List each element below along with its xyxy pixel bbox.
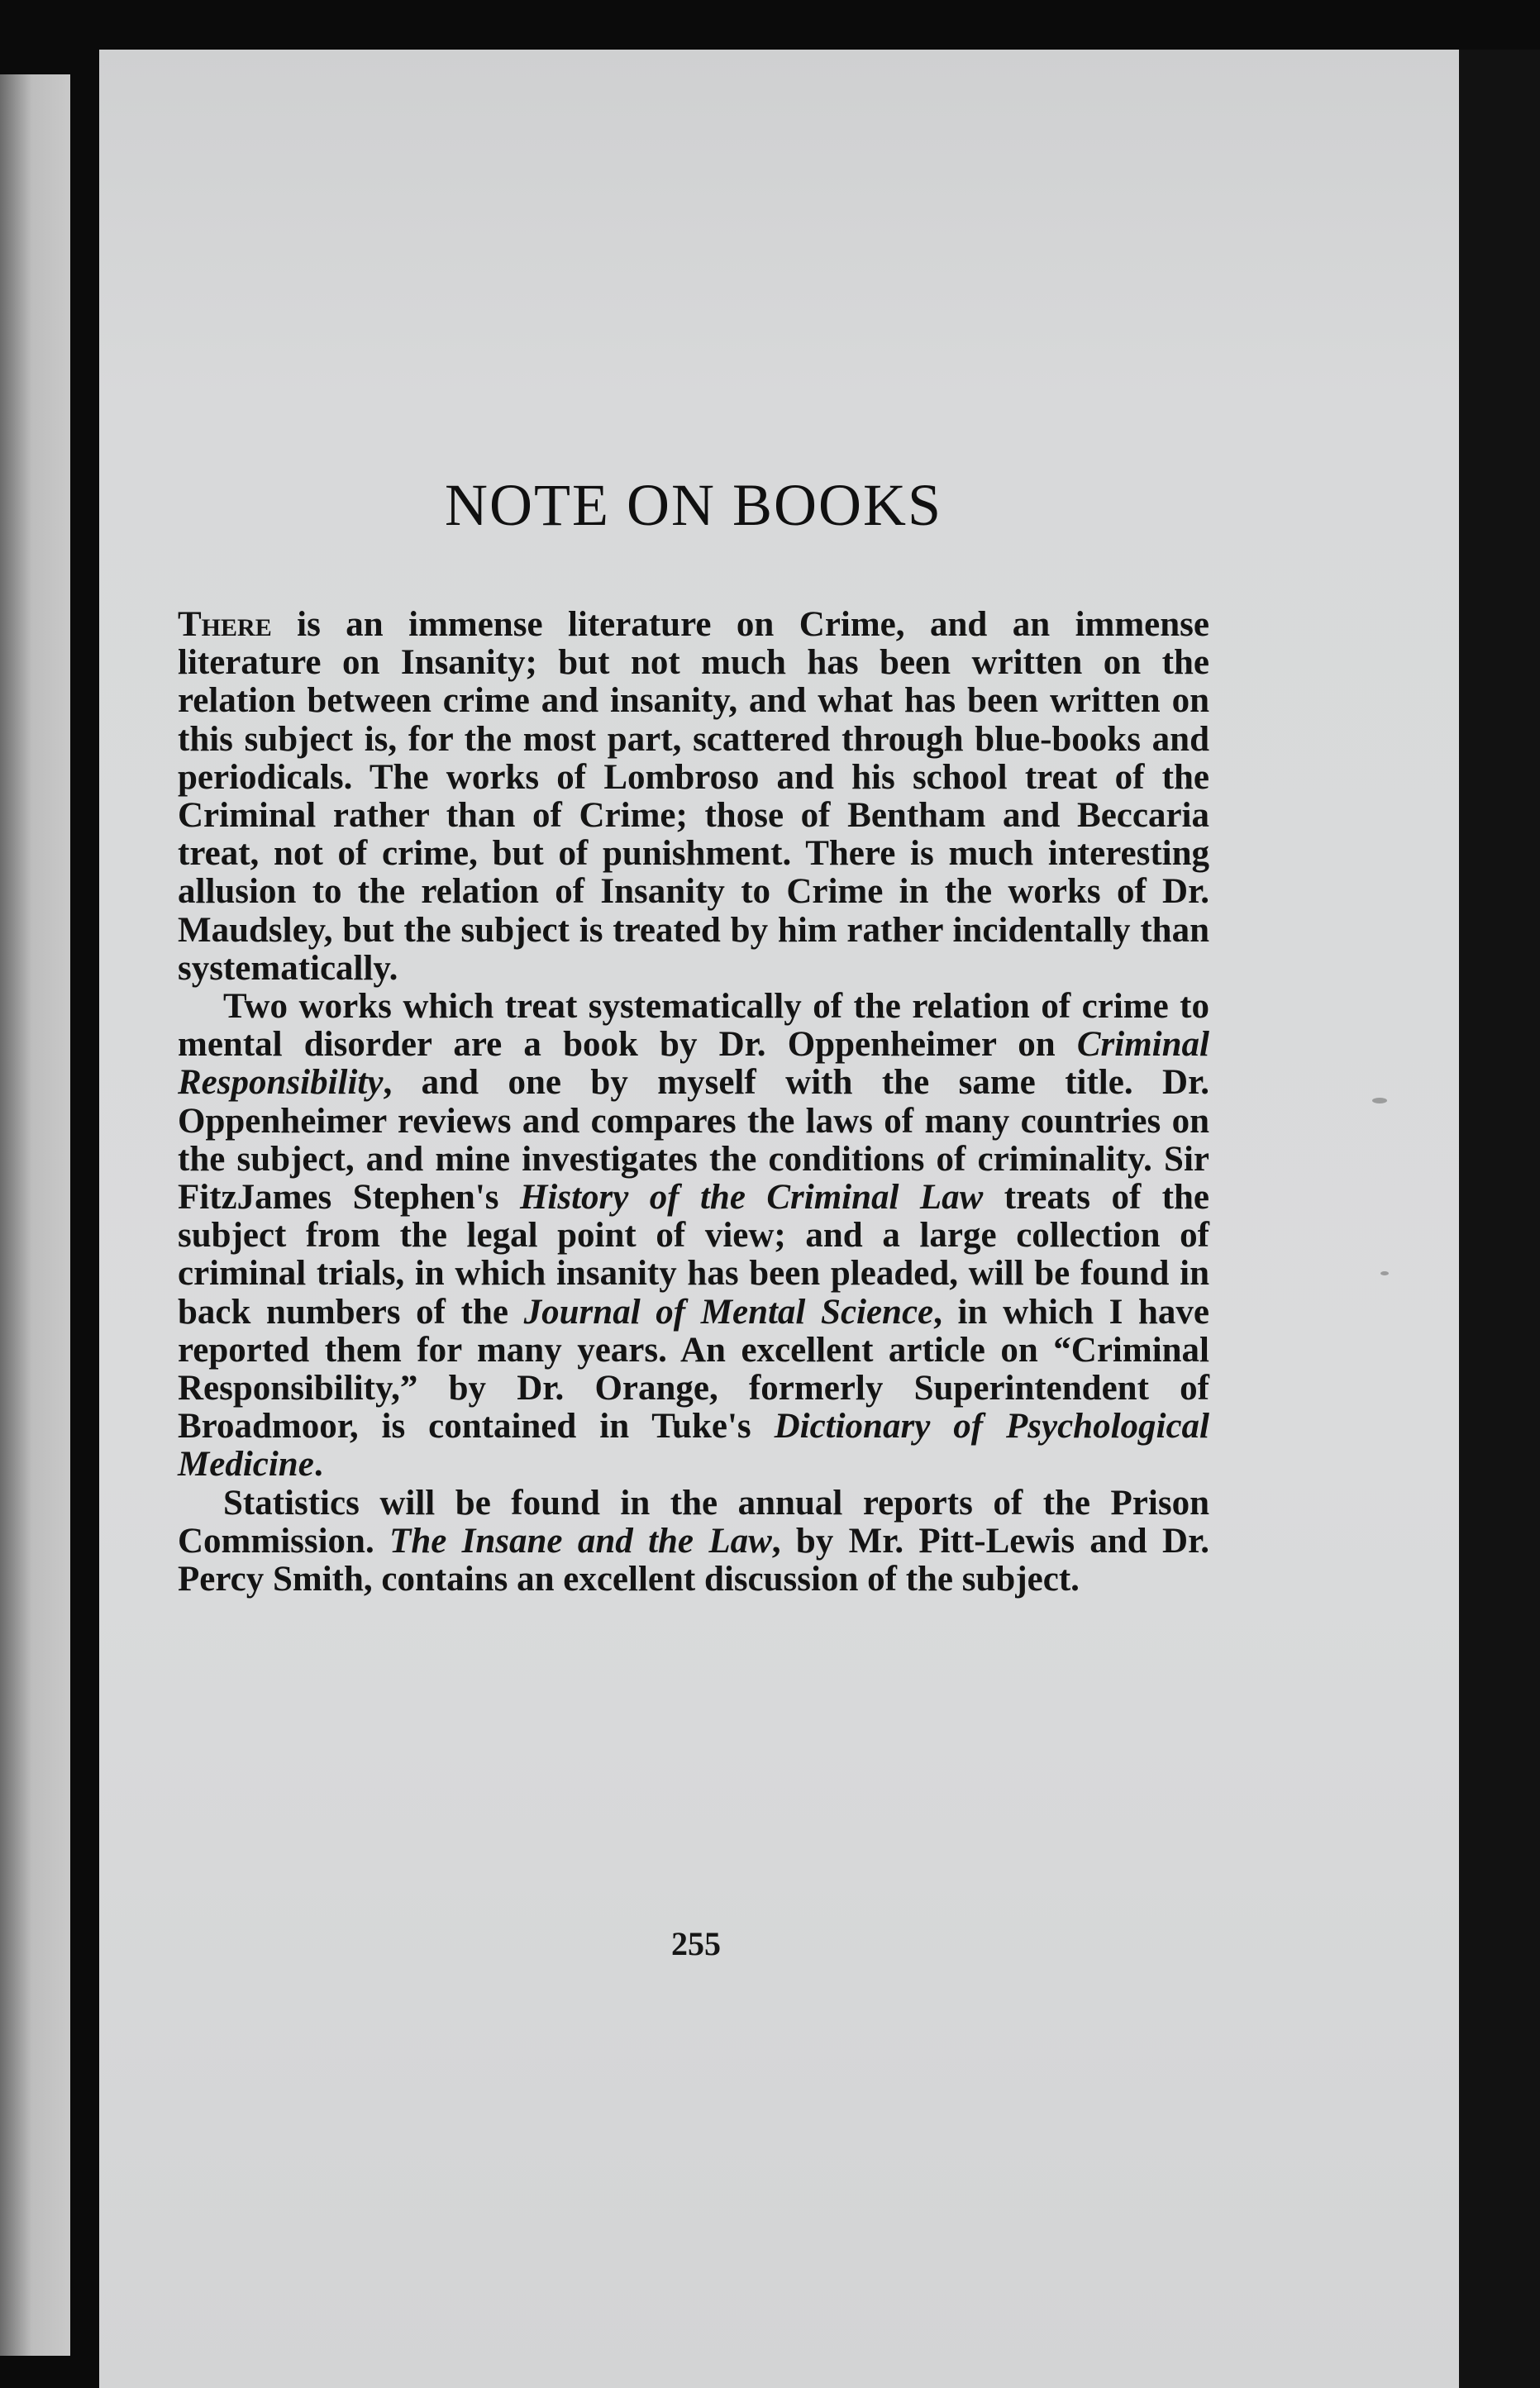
italic-title: Journal of Mental Science [523,1292,934,1332]
italic-title: History of the Criminal Law [519,1178,984,1218]
italic-title: Dictionary of Psychological Medicine [178,1407,1209,1485]
lead-word: There [178,605,272,644]
text-run: . [313,1445,323,1485]
italic-title: Criminal Responsibility [178,1025,1209,1103]
body-text [178,606,1209,1599]
text-run: is an immense literature on Crime, and an immense literature on Insanity; but not much has been written on the relation between crime and insanity, and what has been written on this subject is, for the most part, scattered through blue-books and periodicals. The works of Lombroso and his school treat of the Criminal rather than of Crime; those of Bentham and Beccaria treat, not of crime, but of punishment. There is much interesting allusion to the relation of Insanity to Crime in the works of Dr. Maudsley, but the subject is treated by him rather incidentally than systematically. [178,605,1209,988]
page-number: 255 [671,1925,721,1962]
paragraph [178,988,1209,1485]
text-run: Two works which treat systematically of the relation of crime to mental disorder are a book by Dr. Oppenheimer on [178,987,1209,1065]
text-run: , and one by myself with the same title. Dr. Oppenheimer reviews and compares the laws of many countries on the subject, and mine investigates the conditions of criminality. Sir FitzJames Stephen's [178,1063,1209,1218]
paragraph [178,1485,1209,1599]
text-block [178,471,1209,1599]
margin-mark [1380,1271,1389,1275]
paragraph [178,606,1209,988]
page-title: NOTE ON BOOKS [445,472,942,538]
binding-shadow [1459,50,1540,2388]
text-run: , in which I have reported them for many years. An excellent article on “Criminal Responsibility,” by Dr. Orange, formerly Superintendent of Broadmoor, is contained in Tuke's [178,1292,1210,1447]
margin-mark [1372,1098,1387,1103]
italic-title: The Insane and the Law [389,1521,772,1561]
previous-page-edge [0,74,70,2356]
text-run: , by Mr. Pitt-Lewis and Dr. Percy Smith, contains an excellent discussion of the subject. [178,1521,1209,1599]
text-run: treats of the subject from the legal point of view; and a large collection of criminal trials, in which insanity has been pleaded, will be found in back numbers of the [178,1178,1210,1332]
text-run: Statistics will be found in the annual reports of the Prison Commission. [178,1483,1209,1561]
